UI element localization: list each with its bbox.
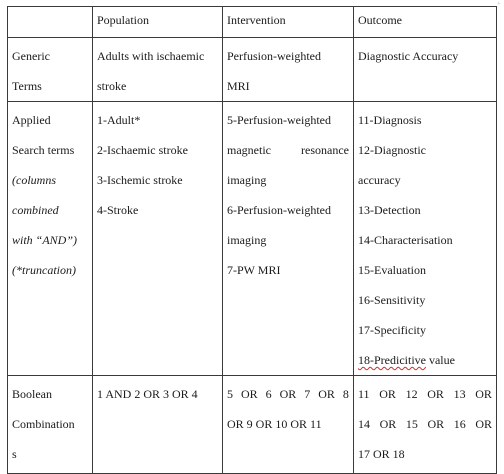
cell-applied-population [93,102,223,376]
list-item: 11-Diagnosis [358,113,422,127]
row-label-applied: Applied Search terms (columns combined with “AND”) (*truncation) [8,102,93,376]
header-cell-population: Population [93,7,223,38]
row-label-boolean: Boolean Combination s [8,376,93,474]
cell-applied-intervention: 5-Perfusion-weighted magnetic resonance imaging 6-Perfusion-weighted imaging 7-PW MRI [223,102,354,376]
list-item: 15-Evaluation [358,263,426,277]
list-item: 4-Stroke [97,203,139,217]
header-cell-intervention: Intervention [223,7,354,38]
list-item: 17-Specificity [358,323,426,337]
list-item: 1-Adult* [97,113,141,127]
list-item: 12-Diagnostic [358,143,426,157]
corner-handle-icon: ⁺ [496,0,501,9]
spelling-flag: 18-Predicitive [358,353,426,367]
cell-applied-outcome [354,102,497,376]
cell-generic-intervention: Perfusion-weighted MRI [223,38,354,102]
cell-boolean-population: 1 AND 2 OR 3 OR 4 [93,376,223,474]
table-row-applied-search-terms [8,102,497,376]
list-item: 3-Ischemic stroke [97,173,183,187]
table-header-row [8,7,497,38]
cell-generic-population: Adults with ischaemic stroke [93,38,223,102]
list-item: 16-Sensitivity [358,293,426,307]
row-label-generic: Generic Terms [8,38,93,102]
table-row-boolean-combinations [8,376,497,474]
list-item: 18-Predicitive value [358,353,455,367]
cell-boolean-intervention: 5 OR 6 OR 7 OR 8 OR 9 OR 10 OR 11 [223,376,354,474]
cell-boolean-outcome: 11 OR 12 OR 13 OR 14 OR 15 OR 16 OR 17 OR 18 [354,376,497,474]
header-cell-outcome: Outcome [354,7,497,38]
pico-search-table [7,6,497,474]
list-item: accuracy [358,173,401,187]
list-item: 14-Characterisation [358,233,453,247]
list-item: 2-Ischaemic stroke [97,143,188,157]
table-row-generic-terms [8,38,497,102]
header-cell-empty [8,7,93,38]
cell-generic-outcome: Diagnostic Accuracy [354,38,497,102]
list-item: 13-Detection [358,203,421,217]
